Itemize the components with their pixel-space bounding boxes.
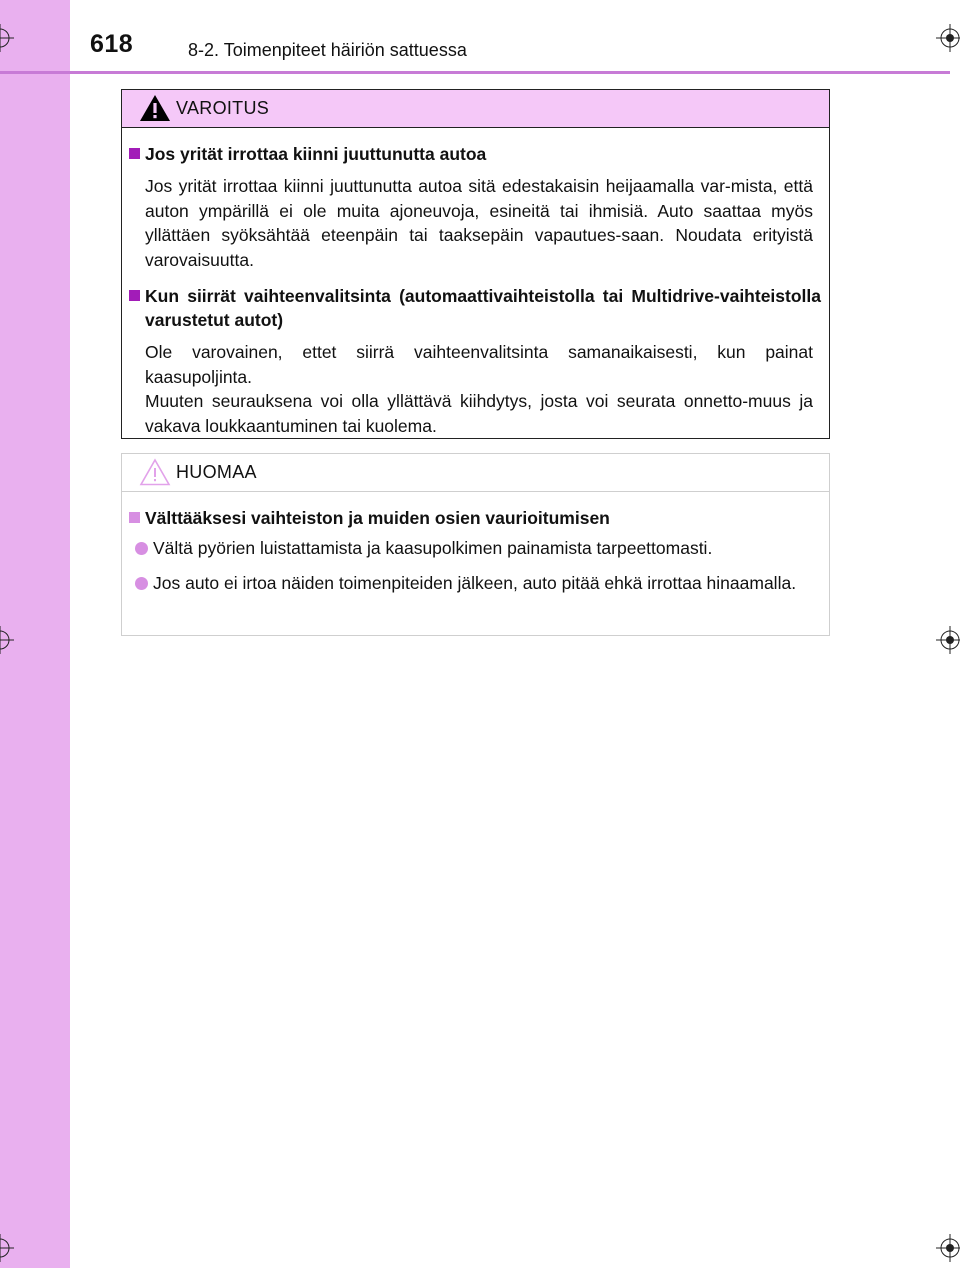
notice-box: [121, 453, 830, 636]
crop-mark-icon: [0, 626, 14, 654]
notice-heading: [129, 506, 821, 530]
notice-box-body: [122, 492, 829, 595]
warning-item-heading-text: Jos yrität irrottaa kiinni juuttunutta autoa: [145, 144, 487, 164]
notice-label: HUOMAA: [176, 462, 257, 482]
warning-item-paragraph: Muuten seurauksena voi olla yllättävä kiihdytys, josta voi seurata onnetto-muus ja vakava loukkaantuminen tai kuolema.: [145, 391, 813, 436]
warning-box-body: [122, 128, 829, 438]
notice-heading-text: Välttääksesi vaihteiston ja muiden osien vaurioitumisen: [145, 508, 610, 528]
square-bullet-icon: [129, 512, 140, 523]
warning-box-header: [122, 90, 829, 128]
round-bullet-icon: [135, 577, 148, 590]
crop-mark-icon: [936, 626, 960, 654]
notice-bullet-text: Jos auto ei irtoa näiden toimenpiteiden jälkeen, auto pitää ehkä irrottaa hinaamalla.: [153, 572, 797, 593]
caution-triangle-outline-icon: [139, 458, 171, 486]
warning-triangle-icon: [139, 94, 171, 122]
notice-box-header: [122, 454, 829, 492]
square-bullet-icon: [129, 148, 140, 159]
warning-item-paragraph: Jos yrität irrottaa kiinni juuttunutta autoa sitä edestakaisin heijaamalla var-mista, että auton ympärillä ei ole muita ajoneuvoja, esineitä tai ihmisiä. Auto saattaa myös yllättäen syöksähtää eteenpäin tai taaksepäin vapautues-saan. Noudata erityistä varovaisuutta.: [145, 176, 813, 270]
section-title: 8-2. Toimenpiteet häiriön sattuessa: [188, 40, 467, 60]
warning-box: [121, 89, 830, 439]
warning-item-heading-text: Kun siirrät vaihteenvalitsinta (automaattivaihteistolla tai Multidrive-vaihteistolla varustetut autot): [145, 286, 821, 330]
notice-bullet-text: Vältä pyörien luistattamista ja kaasupolkimen painamista tarpeettomasti.: [153, 538, 713, 558]
notice-bullet-item: [135, 571, 821, 596]
square-bullet-icon: [129, 290, 140, 301]
round-bullet-icon: [135, 542, 148, 555]
warning-label: VAROITUS: [176, 98, 270, 118]
crop-mark-icon: [0, 1234, 14, 1262]
header-rule: [0, 71, 950, 74]
page-number: 618: [90, 30, 134, 58]
warning-item-heading: [129, 142, 821, 166]
warning-item-paragraph: Ole varovainen, ettet siirrä vaihteenvalitsinta samanaikaisesti, kun painat kaasupoljinta.: [145, 342, 813, 387]
crop-mark-icon: [0, 24, 14, 52]
crop-mark-icon: [936, 24, 960, 52]
crop-mark-icon: [936, 1234, 960, 1262]
warning-item-heading: [129, 284, 821, 332]
notice-bullet-item: [135, 536, 821, 561]
